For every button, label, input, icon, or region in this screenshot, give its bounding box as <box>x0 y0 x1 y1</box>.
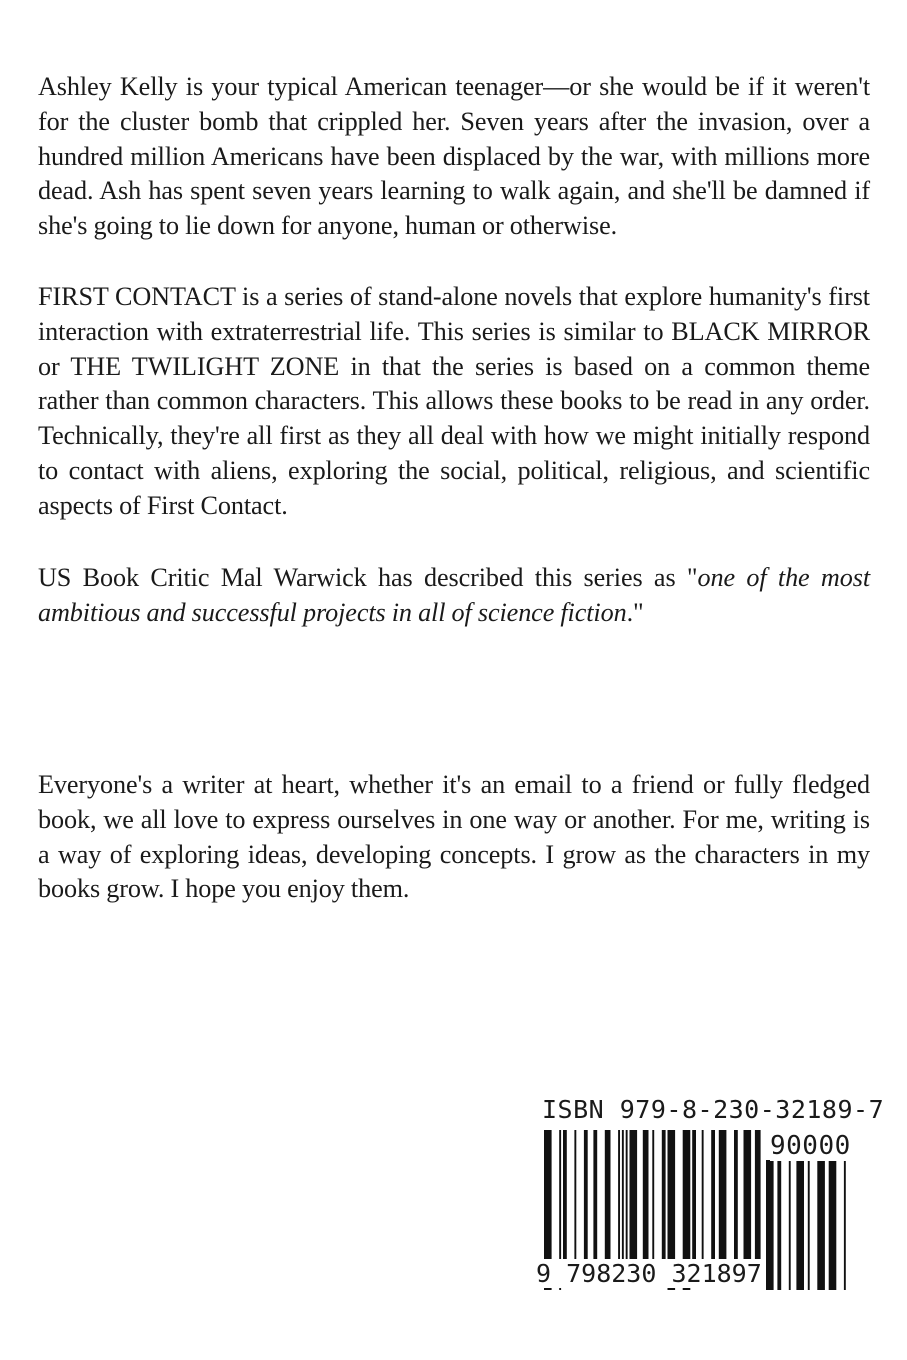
synopsis-paragraph <box>38 70 870 244</box>
barcode-bar <box>643 1130 649 1260</box>
review-intro: US Book Critic Mal Warwick has described this series as " <box>38 563 698 592</box>
barcode-addon-bar <box>796 1160 804 1290</box>
isbn-barcode <box>530 1095 885 1305</box>
barcode-addon-bar <box>829 1160 837 1290</box>
barcode-bar <box>626 1130 628 1260</box>
author-note-paragraph <box>38 768 870 907</box>
review-text <box>38 561 870 631</box>
review-quote: one of the most ambitious and successful projects in all of science fiction <box>38 563 871 627</box>
barcode-bar <box>734 1130 738 1260</box>
barcode-bar <box>574 1130 576 1260</box>
isbn-label: ISBN 979-8-230-32189-7 <box>542 1095 885 1124</box>
barcode-bar <box>605 1130 611 1260</box>
barcode-bar <box>630 1130 638 1260</box>
author-note-text: Everyone's a writer at heart, whether it's an email to a friend or fully fledged book, we all love to express ourselves in one way or another. For me, writing is a way of exploring ideas, developing concepts. I grow as the characters in my books grow. I hope you enjoy them. <box>38 770 870 904</box>
barcode-bar <box>692 1130 696 1260</box>
barcode-bar <box>755 1130 761 1260</box>
review-paragraph <box>38 561 870 631</box>
barcode-addon-bar <box>777 1160 781 1290</box>
barcode-bar <box>744 1130 752 1260</box>
barcode-bar <box>618 1130 620 1260</box>
barcode-bar <box>584 1130 588 1260</box>
synopsis-text: Ashley Kelly is your typical American teenager—or she would be if it weren't for the cluster bomb that crippled her. Seven years after the invasion, over a hundred million Americans have been displaced by the war, with millions more dead. Ash has spent seven years learning to walk again, and she'll be damned if she's going to lie down for anyone, human or otherwise. <box>38 72 870 241</box>
review-outro: ." <box>626 597 644 627</box>
barcode-addon-bar <box>789 1160 791 1290</box>
barcode-bar <box>652 1130 654 1260</box>
barcode-bar <box>662 1130 666 1260</box>
ean-digits: 9 798230 321897 <box>536 1259 762 1288</box>
barcode-addon-bar <box>808 1160 810 1290</box>
barcode-addon-bar <box>817 1160 825 1290</box>
barcode-bar <box>711 1130 715 1260</box>
barcode-addon-bar <box>844 1160 846 1290</box>
barcode-bar <box>702 1130 704 1260</box>
barcode-addon-bar <box>766 1160 774 1290</box>
price-code: 90000 <box>770 1131 851 1161</box>
barcode-bar <box>719 1130 727 1260</box>
barcode-bar <box>622 1130 624 1260</box>
series-description-text: FIRST CONTACT is a series of stand-alone novels that explore humanity's first interaction with extraterrestrial life. This series is similar to BLACK MIRROR or THE TWILIGHT ZONE in that the series is based on a common theme rather than common characters. This allows these books to be read in any order. Technically, they're all first as they all deal with how we might initially respond to contact with aliens, exploring the social, political, religious, and scientific aspects of First Contact. <box>38 282 870 520</box>
series-description-paragraph <box>38 280 870 524</box>
barcode-bar <box>593 1130 597 1260</box>
barcode-bar <box>563 1130 567 1260</box>
